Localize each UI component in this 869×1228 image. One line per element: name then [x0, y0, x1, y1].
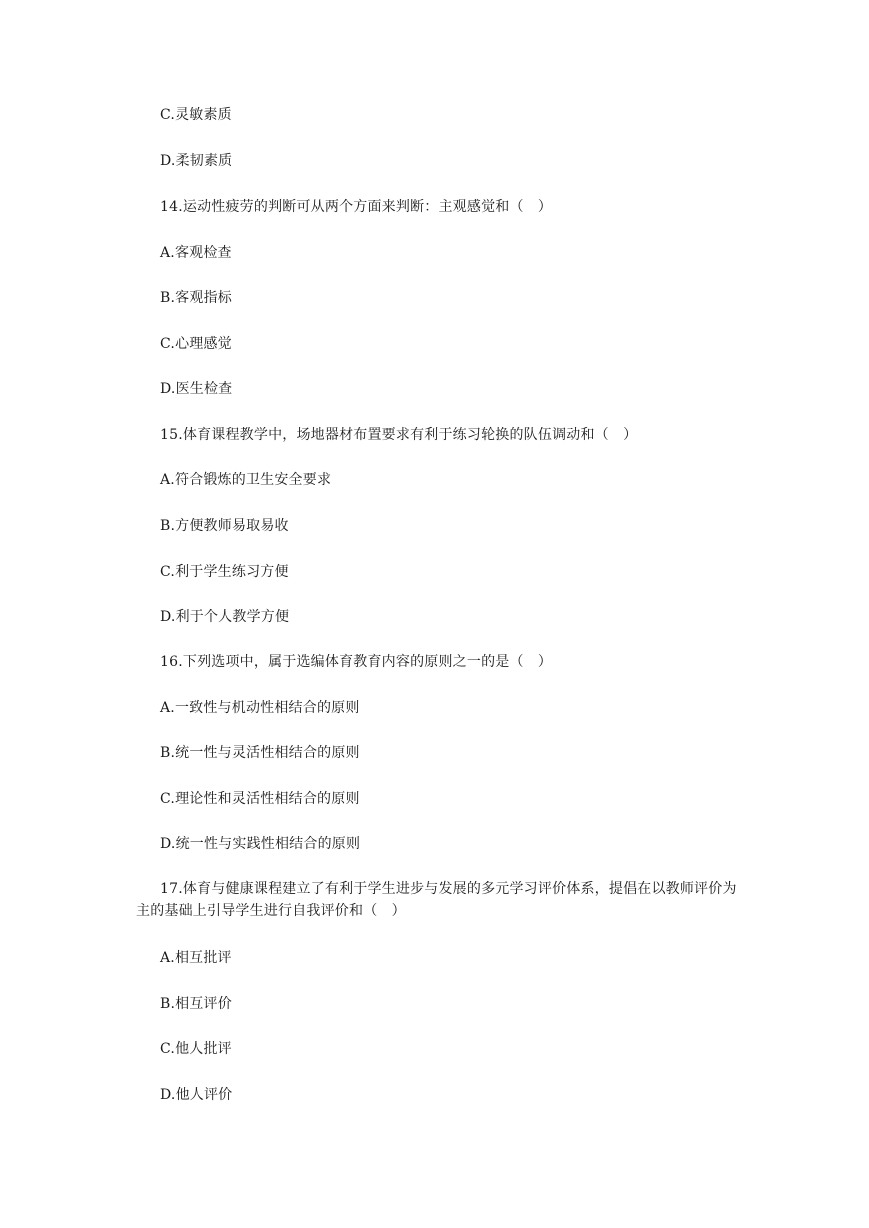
option-14-d: D.医生检查	[160, 381, 233, 397]
question-16: 16.下列选项中，属于选编体育教育内容的原则之一的是（ ）	[160, 654, 553, 670]
question-14: 14.运动性疲劳的判断可从两个方面来判断：主观感觉和（ ）	[160, 199, 553, 215]
option-17-b: B.相互评价	[160, 996, 232, 1012]
option-17-d: D.他人评价	[160, 1087, 233, 1103]
option-13-c: C.灵敏素质	[160, 107, 232, 123]
option-17-c: C.他人批评	[160, 1041, 232, 1057]
question-15: 15.体育课程教学中，场地器材布置要求有利于练习轮换的队伍调动和（ ）	[160, 427, 638, 443]
option-15-b: B.方便教师易取易收	[160, 518, 289, 534]
option-14-a: A.客观检查	[160, 245, 232, 261]
option-16-b: B.统一性与灵活性相结合的原则	[160, 745, 360, 761]
option-16-c: C.理论性和灵活性相结合的原则	[160, 791, 360, 807]
option-14-b: B.客观指标	[160, 290, 232, 306]
option-16-a: A.一致性与机动性相结合的原则	[160, 700, 360, 716]
option-17-a: A.相互批评	[160, 950, 232, 966]
option-15-a: A.符合锻炼的卫生安全要求	[160, 472, 332, 488]
option-15-d: D.利于个人教学方便	[160, 609, 290, 625]
option-13-d: D.柔韧素质	[160, 153, 233, 169]
option-16-d: D.统一性与实践性相结合的原则	[160, 836, 361, 852]
option-15-c: C.利于学生练习方便	[160, 564, 289, 580]
option-14-c: C.心理感觉	[160, 336, 232, 352]
question-17: 17.体育与健康课程建立了有利于学生进步与发展的多元学习评价体系，提倡在以教师评价为主的基础上引导学生进行自我评价和（ ）	[136, 881, 737, 919]
